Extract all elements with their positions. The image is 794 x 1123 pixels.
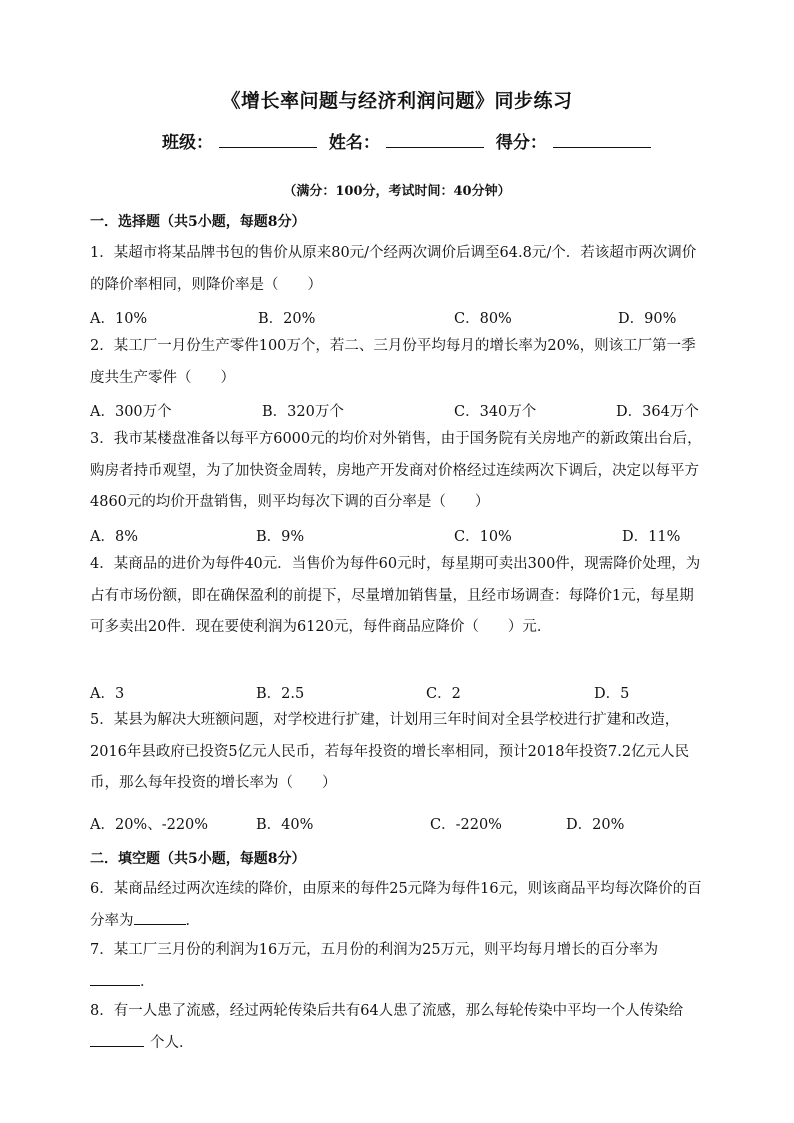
question-6-end: ． xyxy=(185,912,200,929)
question-2-options xyxy=(90,400,710,426)
option-c: C．10% xyxy=(454,529,512,545)
option-c: C．340万个 xyxy=(454,404,537,420)
page-title: 《增长率问题与经济利润问题》同步练习 xyxy=(221,90,573,112)
option-d: D．11% xyxy=(622,529,681,545)
score-label: 得分： xyxy=(495,133,547,153)
option-a: A．300万个 xyxy=(90,404,172,420)
question-7 xyxy=(90,935,702,998)
answer-blank-6 xyxy=(134,910,186,925)
option-d: D．90% xyxy=(618,311,677,327)
question-1: 1．某超市将某品牌书包的售价从原来80元/个经两次调价后调至64.8元/个．若该超市两次调价的降价率相同，则降价率是（ ） xyxy=(90,245,697,293)
name-label: 姓名： xyxy=(328,133,380,153)
option-a: A．10% xyxy=(90,311,148,327)
option-a: A．3 xyxy=(90,686,125,702)
section-choice-title: 一．选择题（共5小题，每题8分） xyxy=(90,214,306,230)
option-b: B．320万个 xyxy=(262,404,344,420)
option-d: D．364万个 xyxy=(616,404,699,420)
class-blank xyxy=(219,131,317,148)
question-7-end: ． xyxy=(140,973,155,990)
question-3-options xyxy=(90,525,710,551)
question-6-text: 6．某商品经过两次连续的降价，由原来的每件25元降为每件16元，则该商品平均每次降价的百分率为 xyxy=(90,881,702,929)
question-2: 2．某工厂一月份生产零件100万个，若二、三月份平均每月的增长率为20%，则该工厂第一季度共生产零件（ ） xyxy=(90,338,696,386)
option-d: D．5 xyxy=(594,686,630,702)
option-b: B．20% xyxy=(258,311,316,327)
option-a: A．8% xyxy=(90,529,138,545)
student-info-line xyxy=(162,128,662,153)
question-3: 3．我市某楼盘准备以每平方6000元的均价对外销售，由于国务院有关房地产的新政策出台后，购房者持币观望，为了加快资金周转，房地产开发商对价格经过连续两次下调后，决定以每平方4860元的均价开盘销售，则平均每次下调的百分率是（ ） xyxy=(90,431,702,510)
question-5-options xyxy=(90,813,710,839)
question-8 xyxy=(90,996,702,1059)
name-blank xyxy=(386,131,484,148)
answer-blank-8 xyxy=(90,1032,144,1047)
option-c: C．2 xyxy=(426,686,461,702)
question-8-text: 8．有一人患了流感，经过两轮传染后共有64人患了流感，那么每轮传染中平均一个人传染给 xyxy=(90,1003,684,1019)
option-b: B．2.5 xyxy=(256,686,305,702)
score-blank xyxy=(553,131,651,148)
question-1-options xyxy=(90,307,710,333)
question-4: 4．某商品的进价为每件40元．当售价为每件60元时，每星期可卖出300件，现需降价处理，为占有市场份额，即在确保盈利的前提下，尽量增加销售量，且经市场调查：每降价1元，每星期可多卖出20件．现在要使利润为6120元，每件商品应降价（ ）元． xyxy=(90,556,701,635)
question-8-end: 个人． xyxy=(150,1034,194,1051)
option-c: C．-220% xyxy=(430,817,502,833)
question-7-text: 7．某工厂三月份的利润为16万元，五月份的利润为25万元，则平均每月增长的百分率为 xyxy=(90,942,659,958)
option-c: C．80% xyxy=(454,311,512,327)
answer-blank-7 xyxy=(90,971,140,986)
option-a: A．20%、-220% xyxy=(90,817,209,833)
question-6 xyxy=(90,874,702,937)
exam-note: （满分：100分，考试时间：40分钟） xyxy=(283,184,511,199)
option-b: B．9% xyxy=(256,529,305,545)
class-label: 班级： xyxy=(162,133,213,153)
section-fill-title: 二．填空题（共5小题，每题8分） xyxy=(90,851,306,867)
option-d: D．20% xyxy=(566,817,625,833)
option-b: B．40% xyxy=(256,817,314,833)
question-5: 5．某县为解决大班额问题，对学校进行扩建，计划用三年时间对全县学校进行扩建和改造，2016年县政府已投资5亿元人民币，若每年投资的增长率相同，预计2018年投资7.2亿元人民币，那么每年投资的增长率为（ ） xyxy=(90,712,690,791)
